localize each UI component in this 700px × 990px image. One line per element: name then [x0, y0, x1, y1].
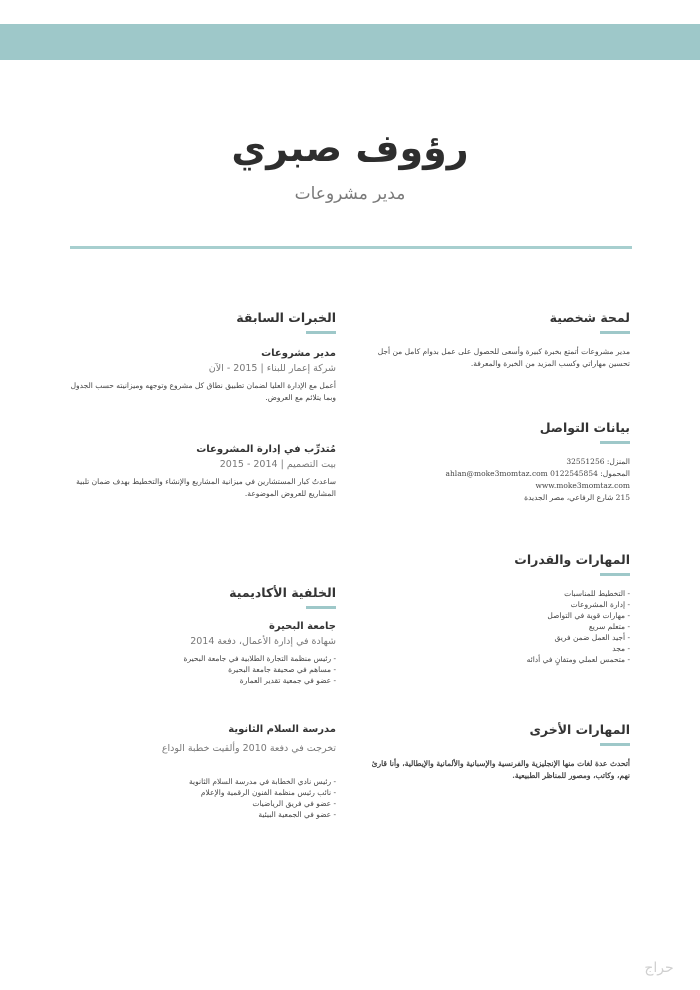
school-entry: [66, 724, 336, 820]
other-skills-underline: [600, 743, 630, 746]
header-band: [0, 24, 700, 60]
other-skills-text: أتحدث عدة لغات منها الإنجليزية والفرنسية والإسبانية والألمانية والإيطالية، وأنا قارئ نهم، وكاتب، ومصور للمناظر الطبيعية.: [371, 759, 630, 780]
contact-mobile-value: ahlan@moke3momtaz.com 0122545854: [445, 469, 598, 478]
education-title: الخلفية الأكاديمية: [229, 585, 336, 600]
skills-list: [368, 588, 630, 665]
job-description: أعمل مع الإدارة العليا لضمان تطبيق نطاق كل مشروع وتوجهه وميزانيته حسب الجدول وبما يتلائم مع العروض.: [70, 381, 336, 402]
list-item: - نائب رئيس منظمة الفنون الرقمية والإعلام: [66, 787, 336, 798]
list-item: - مهارات قوية في التواصل: [368, 610, 630, 621]
list-item: - التخطيط للمناسبات: [368, 588, 630, 599]
list-item: - متحمس لعملي ومتفانٍ في أدائه: [368, 654, 630, 665]
experience-underline: [306, 331, 336, 334]
list-item: - عضو في الجمعية البيئية: [66, 809, 336, 820]
education-section: [66, 585, 336, 820]
list-item: - رئيس منظمة التجارة الطلابية في جامعة البحيرة: [66, 653, 336, 664]
school-meta: تخرجت في دفعة 2010 وألقيت خطبة الوداع: [161, 743, 336, 754]
job-company: شركة إعمار للبناء | 2015 - الآن: [208, 363, 336, 374]
profile-underline: [600, 331, 630, 334]
skills-underline: [600, 573, 630, 576]
job-title: مدير مشروعات: [294, 184, 406, 204]
contact-underline: [600, 441, 630, 444]
list-item: - مساهم في صحيفة جامعة البحيرة: [66, 664, 336, 675]
person-name: رؤوف صبري: [231, 126, 469, 170]
contact-title: بيانات التواصل: [539, 420, 630, 435]
school-activities: [66, 776, 336, 820]
school-name: مدرسة السلام الثانوية: [228, 724, 336, 735]
contact-mobile: [368, 468, 630, 480]
school-entry: [66, 621, 336, 686]
contact-home-value: 32551256: [566, 457, 605, 466]
list-item: - مجد: [368, 643, 630, 654]
contact-home: [368, 456, 630, 468]
skills-title: المهارات والقدرات: [514, 552, 630, 567]
list-item: - عضو في جمعية تقدير العمارة: [66, 675, 336, 686]
job-company: بيت التصميم | 2014 - 2015: [219, 459, 336, 470]
job-description: ساعدتُ كبار المستشارين في ميزانية المشاريع والإنشاء والتخطيط بهدف ضمان تلبية المشاريع للعروض الموضوعة.: [76, 477, 336, 498]
list-item: - رئيس نادي الخطابة في مدرسة السلام الثانوية: [66, 776, 336, 787]
school-activities: [66, 653, 336, 686]
education-underline: [306, 606, 336, 609]
list-item: - إدارة المشروعات: [368, 599, 630, 610]
list-item: - أجيد العمل ضمن فريق: [368, 632, 630, 643]
school-name: جامعة البحيرة: [268, 621, 336, 632]
job-role: مدير مشروعات: [261, 348, 336, 359]
contact-website: www.moke3momtaz.com: [535, 481, 630, 490]
job-entry: [66, 348, 336, 404]
contact-home-label: المنزل:: [606, 457, 630, 466]
contact-address: 215 شارع الرفاعي، مصر الجديدة: [524, 493, 630, 502]
header-divider: [70, 246, 632, 249]
other-skills-section: [368, 722, 630, 782]
other-skills-title: المهارات الأخرى: [529, 722, 630, 737]
contact-mobile-label: المحمول:: [600, 469, 630, 478]
job-entry: [66, 444, 336, 500]
school-meta: شهادة في إدارة الأعمال، دفعة 2014: [190, 636, 336, 647]
contact-section: [368, 420, 630, 504]
list-item: - عضو في فريق الرياضيات: [66, 798, 336, 809]
job-role: مُتدرِّب في إدارة المشروعات: [196, 444, 336, 455]
experience-title: الخبرات السابقة: [236, 310, 336, 325]
profile-text: مدير مشروعات أتمتع بخبرة كبيرة وأسعى للحصول على عمل بدوام كامل من أجل تحسين مهاراتي وكسب المزيد من الخبرة والمعرفة.: [377, 347, 630, 368]
experience-section: [66, 310, 336, 500]
skills-section: [368, 552, 630, 665]
profile-title: لمحة شخصية: [549, 310, 630, 325]
list-item: - متعلم سريع: [368, 621, 630, 632]
watermark-logo: حراج: [644, 960, 674, 976]
profile-section: [368, 310, 630, 370]
